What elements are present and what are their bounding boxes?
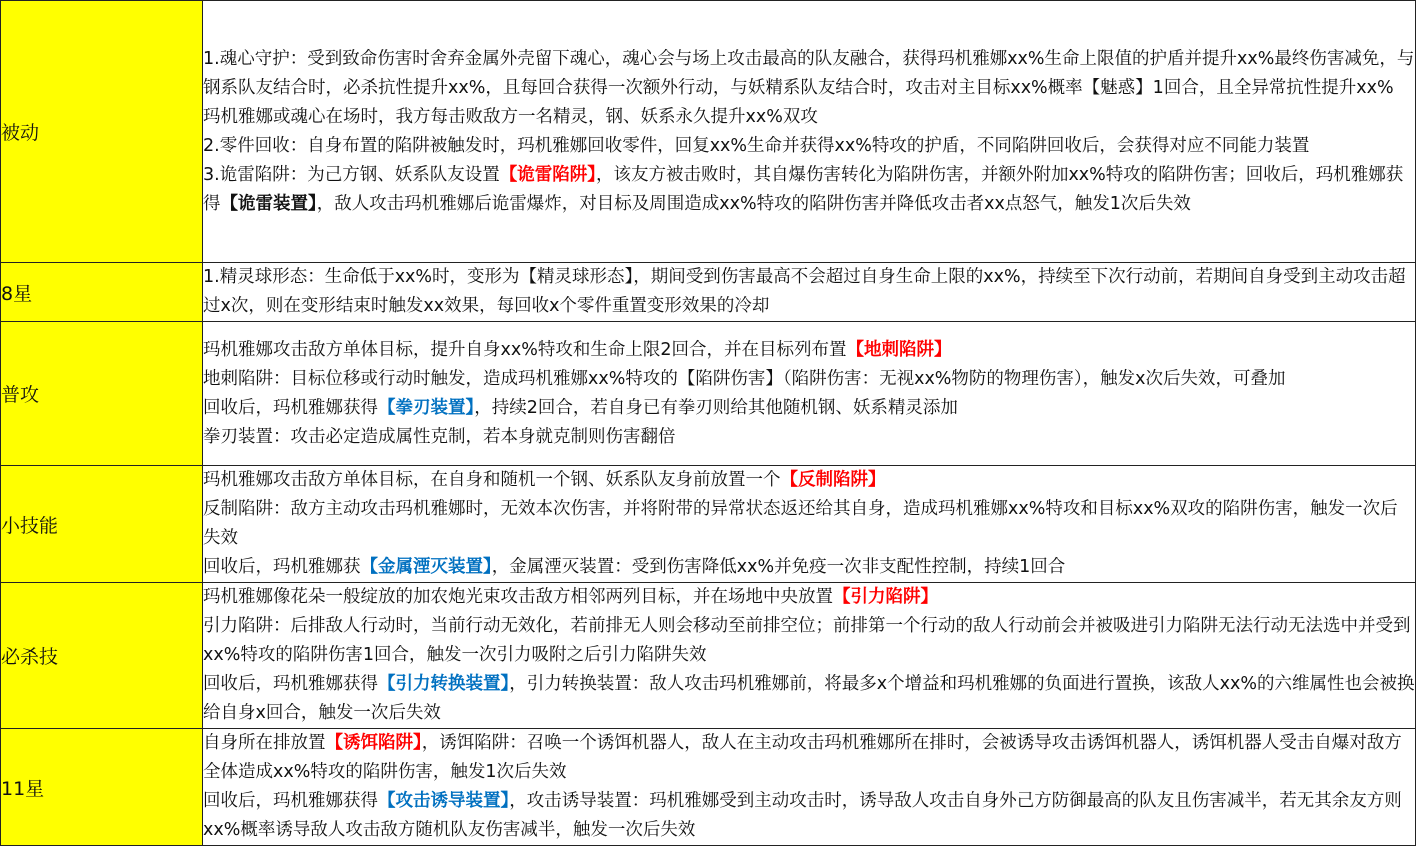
description-paragraph [203, 365, 1415, 394]
row-description [203, 583, 1416, 729]
text-segment: ，持续2回合，若自身已有拳刃则给其他随机钢、妖系精灵添加 [474, 397, 958, 418]
row-description [203, 1, 1416, 263]
text-segment: 回收后，玛机雅娜获 [203, 557, 361, 577]
tag-highlight: 【诡雷装置】 [220, 193, 317, 214]
description-paragraph [203, 263, 1415, 321]
text-segment: 1.精灵球形态：生命低于xx%时，变形为【精灵球形态】，期间受到伤害最高不会超过自身生命上限的xx%，持续至下次行动前，若期间自身受到主动攻击超过x次，则在变形结束时触发xx效果，每回收x个零件重置变形效果的冷却 [203, 267, 1406, 316]
table-row [1, 1, 1416, 263]
description-paragraph [203, 670, 1415, 728]
tag-highlight: 【拳刃装置】 [378, 397, 475, 418]
text-segment: ，金属湮灭装置：受到伤害降低xx%并免疫一次非支配性控制，持续1回合 [491, 557, 1066, 577]
text-segment: 玛机雅娜攻击敌方单体目标，在自身和随机一个钢、妖系队友身前放置一个 [203, 470, 781, 490]
description-paragraph [203, 423, 1415, 452]
table-row [1, 322, 1416, 466]
text-segment: 回收后，玛机雅娜获得 [203, 791, 378, 811]
text-segment: ，诱饵陷阱：召唤一个诱饵机器人，敌人在主动攻击玛机雅娜所在排时，会被诱导攻击诱饵机器人，诱饵机器人受击自爆对敌方全体造成xx%特攻的陷阱伤害，触发1次后失效 [203, 733, 1402, 782]
description-paragraph [203, 787, 1415, 845]
text-segment: 玛机雅娜攻击敌方单体目标，提升自身xx%特攻和生命上限2回合，并在目标列布置 [203, 339, 847, 360]
text-segment: ，引力转换装置：敌人攻击玛机雅娜前，将最多x个增益和玛机雅娜的负面进行置换，该敌人xx%的六维属性也会被换给自身x回合，触发一次后失效 [203, 674, 1415, 723]
table-row [1, 583, 1416, 729]
tag-highlight: 【反制陷阱】 [780, 470, 886, 490]
description-paragraph [203, 394, 1415, 423]
description-paragraph [203, 161, 1415, 219]
row-label: 普攻 [1, 322, 203, 466]
table-row [1, 466, 1416, 583]
text-segment: 玛机雅娜像花朵一般绽放的加农炮光束攻击敌方相邻两列目标，并在场地中央放置 [203, 587, 833, 607]
tag-highlight: 【攻击诱导装置】 [378, 791, 510, 811]
description-paragraph [203, 132, 1415, 161]
row-label: 11星 [1, 729, 203, 846]
description-paragraph [203, 729, 1415, 787]
text-segment: ，攻击诱导装置：玛机雅娜受到主动攻击时，诱导敌人攻击自身外己方防御最高的队友且伤害减半，若无其余友方则xx%概率诱导敌人攻击敌方随机队友伤害减半，触发一次后失效 [203, 791, 1402, 840]
row-description [203, 322, 1416, 466]
text-segment: 2.零件回收：自身布置的陷阱被触发时，玛机雅娜回收零件，回复xx%生命并获得xx%特攻的护盾，不同陷阱回收后，会获得对应不同能力装置 [203, 135, 1310, 156]
text-segment: 3.诡雷陷阱：为己方钢、妖系队友设置 [203, 164, 500, 185]
text-segment: 回收后，玛机雅娜获得 [203, 397, 378, 418]
description-paragraph [203, 553, 1415, 582]
row-label: 8星 [1, 263, 203, 322]
row-label: 被动 [1, 1, 203, 263]
description-paragraph [203, 336, 1415, 365]
description-paragraph [203, 45, 1415, 103]
row-description [203, 729, 1416, 846]
table-row [1, 263, 1416, 322]
text-segment: ，该友方被击败时，其自爆伤害转化为陷阱伤害，并额外附加xx%特攻的陷阱伤害；回收后，玛机雅娜获得 [203, 164, 1404, 214]
text-segment: 自身所在排放置 [203, 733, 326, 753]
description-paragraph [203, 612, 1415, 670]
row-label: 必杀技 [1, 583, 203, 729]
description-paragraph [203, 495, 1415, 553]
text-segment: 地刺陷阱：目标位移或行动时触发，造成玛机雅娜xx%特攻的【陷阱伤害】（陷阱伤害：无视xx%物防的物理伤害），触发x次后失效，可叠加 [203, 368, 1286, 389]
table-row [1, 729, 1416, 846]
tag-highlight: 【诡雷陷阱】 [499, 164, 596, 185]
tag-highlight: 【引力转换装置】 [378, 674, 510, 694]
tag-highlight: 【金属湮灭装置】 [360, 557, 492, 577]
row-label: 小技能 [1, 466, 203, 583]
text-segment: 1.魂心守护：受到致命伤害时舍弃金属外壳留下魂心，魂心会与场上攻击最高的队友融合，获得玛机雅娜xx%生命上限值的护盾并提升xx%最终伤害减免，与钢系队友结合时，必杀抗性提升xx%，且每回合获得一次额外行动，与妖精系队友结合时，攻击对主目标xx%概率【魅惑】1回合，且全异常抗性提升xx% [203, 48, 1415, 98]
text-segment: ，敌人攻击玛机雅娜后诡雷爆炸，对目标及周围造成xx%特攻的陷阱伤害并降低攻击者xx点怒气，触发1次后失效 [316, 193, 1191, 214]
text-segment: 引力陷阱：后排敌人行动时，当前行动无效化，若前排无人则会移动至前排空位；前排第一个行动的敌人行动前会并被吸进引力陷阱无法行动无法选中并受到xx%特攻的陷阱伤害1回合，触发一次引力吸附之后引力陷阱失效 [203, 616, 1411, 665]
text-segment: 玛机雅娜或魂心在场时，我方每击败敌方一名精灵，钢、妖系永久提升xx%双攻 [203, 106, 818, 127]
text-segment: 拳刃装置：攻击必定造成属性克制，若本身就克制则伤害翻倍 [203, 426, 676, 447]
tag-highlight: 【引力陷阱】 [833, 587, 938, 607]
row-description [203, 466, 1416, 583]
description-paragraph [203, 103, 1415, 132]
tag-highlight: 【地刺陷阱】 [846, 339, 952, 360]
skill-table-body [1, 1, 1416, 846]
description-paragraph [203, 583, 1415, 612]
text-segment: 回收后，玛机雅娜获得 [203, 674, 378, 694]
tag-highlight: 【诱饵陷阱】 [325, 733, 422, 753]
row-description [203, 263, 1416, 322]
text-segment: 反制陷阱：敌方主动攻击玛机雅娜时，无效本次伤害，并将附带的异常状态返还给其自身，造成玛机雅娜xx%特攻和目标xx%双攻的陷阱伤害，触发一次后失效 [203, 499, 1398, 548]
description-paragraph [203, 466, 1415, 495]
